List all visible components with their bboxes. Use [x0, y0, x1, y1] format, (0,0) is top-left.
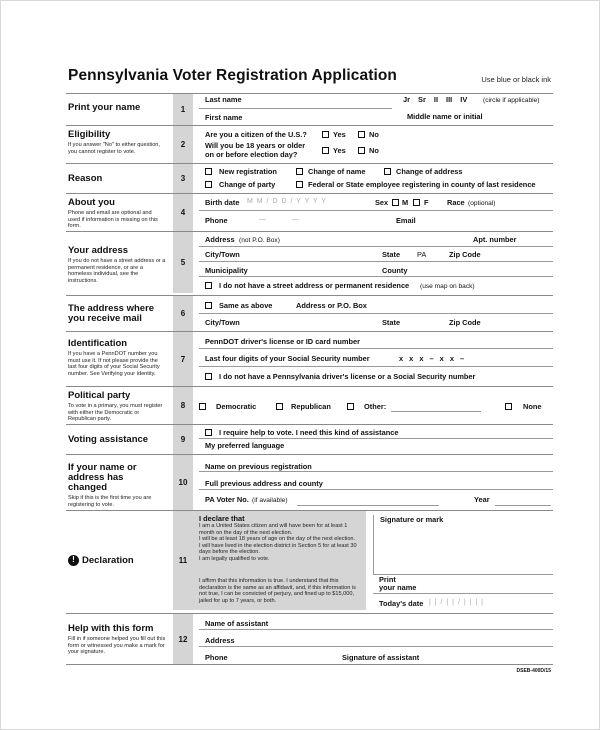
birth-date-input[interactable]: M M / D D / Y Y Y Y [247, 198, 327, 205]
sex-m-checkbox[interactable] [392, 199, 399, 206]
language-label: My preferred language [205, 441, 285, 450]
sex-f-checkbox[interactable] [413, 199, 420, 206]
none-label: None [523, 402, 542, 411]
section-note: If you have a PennDOT number you must use it. If not please provide the last four digits of your Social Security number. See Verifying your identity. [68, 351, 160, 377]
assistant-name-label: Name of assistant [205, 619, 269, 628]
state-value: PA [417, 250, 427, 259]
birth-row [199, 194, 553, 211]
print-name-input[interactable] [373, 593, 553, 594]
section-eligibility [66, 125, 553, 163]
state-label: State [382, 250, 401, 259]
pa-voter-label: PA Voter No. [205, 495, 249, 504]
section-note: To vote in a primary, you must register with either the Democratic or Republican party. [68, 403, 163, 423]
assistant-address-label: Address [205, 636, 235, 645]
ssn-label: Last four digits of your Social Security number [205, 354, 370, 363]
last-name-field[interactable] [199, 94, 392, 109]
signature-box[interactable] [373, 515, 553, 575]
assistant-name-row[interactable] [199, 614, 553, 630]
first-name-label: First name [205, 113, 243, 122]
section-title: The address where you receive mail [68, 303, 155, 324]
section-number: 8 [173, 387, 193, 424]
section-number: 6 [173, 296, 193, 331]
declaration-item: I am a United States citizen and will have been for at least 1 month on the day of the next election. [199, 523, 348, 536]
age-yes-checkbox[interactable] [322, 147, 329, 154]
phone-label: Phone [205, 216, 228, 225]
section-number: 9 [173, 425, 193, 454]
mail-address-label: Address or P.O. Box [296, 301, 367, 310]
section-title: If your name or address has changed [68, 462, 137, 493]
section-changes [66, 454, 553, 510]
age-question-line1: Will you be 18 years or older [205, 141, 306, 150]
declaration-item: I will have lived in the election district in Section 5 for at least 30 days before the election. [199, 542, 357, 556]
section-title: Eligibility [68, 129, 111, 140]
previous-name-row[interactable] [199, 455, 553, 472]
section-mail-address [66, 295, 553, 331]
declaration-item: I will be at least 18 years of age on the day of the next election. [199, 536, 356, 543]
ink-note: Use blue or black ink [481, 75, 551, 84]
democratic-label: Democratic [216, 402, 257, 411]
last-name-label: Last name [205, 95, 242, 104]
section-title: About you [68, 197, 115, 208]
form-title: Pennsylvania Voter Registration Application [68, 67, 398, 84]
year-input[interactable] [495, 505, 551, 506]
citizen-no-label: No [369, 130, 379, 139]
change-address-label: Change of address [396, 167, 463, 176]
citizen-yes-checkbox[interactable] [322, 131, 329, 138]
assistance-row [199, 425, 553, 439]
section-number: 2 [173, 126, 193, 163]
other-checkbox[interactable] [347, 403, 354, 410]
section-number: 10 [173, 455, 193, 510]
section-number: 1 [173, 94, 193, 125]
zip-label: Zip Code [449, 250, 481, 259]
section-note: If you answer "No" to either question, you cannot register to vote. [68, 142, 160, 155]
city-row[interactable] [199, 247, 553, 262]
section-title: Political party [68, 390, 131, 401]
democratic-checkbox[interactable] [199, 403, 206, 410]
citizen-no-checkbox[interactable] [358, 131, 365, 138]
sex-f-label: F [424, 198, 429, 207]
section-name [66, 93, 553, 125]
section-note: Skip if this is the first time you are registering to vote. [68, 495, 152, 508]
municipality-row[interactable] [199, 262, 553, 277]
previous-name-label: Name on previous registration [205, 462, 312, 471]
mail-address-row[interactable] [199, 296, 553, 314]
change-party-checkbox[interactable] [205, 181, 212, 188]
no-street-label: I do not have a street address or permanent residence [219, 281, 410, 290]
your-name-label: your name [379, 583, 417, 592]
penndot-label: PennDOT driver's license or ID card number [205, 337, 360, 346]
age-question-line2: on or before election day? [205, 150, 298, 159]
declaration-list [199, 523, 361, 563]
employee-label: Federal or State employee registering in county of last residence [308, 180, 536, 189]
no-street-note: (use map on back) [420, 283, 475, 290]
suffix-note: (circle if applicable) [483, 97, 540, 104]
new-registration-checkbox[interactable] [205, 168, 212, 175]
address-note: (not P.O. Box) [239, 237, 280, 244]
section-title: Print your name [68, 102, 141, 113]
change-name-checkbox[interactable] [296, 168, 303, 175]
section-number: 5 [173, 232, 193, 293]
race-label: Race [447, 198, 465, 207]
apt-label: Apt. number [473, 235, 517, 244]
todays-date-label: Today's date [379, 599, 424, 608]
require-help-checkbox[interactable] [205, 429, 212, 436]
section-title: Your address [68, 245, 129, 256]
mail-state-label: State [382, 318, 401, 327]
county-label: County [382, 266, 408, 275]
previous-address-row[interactable] [199, 472, 553, 490]
same-as-above-checkbox[interactable] [205, 302, 212, 309]
declare-heading: I declare that [199, 514, 245, 523]
city-label: City/Town [205, 250, 240, 259]
pa-voter-note: (if available) [252, 497, 288, 504]
print-label: Print [379, 575, 396, 584]
birth-date-label: Birth date [205, 198, 240, 207]
previous-address-label: Full previous address and county [205, 479, 323, 488]
sex-m-label: M [402, 198, 409, 207]
age-yes-label: Yes [333, 146, 346, 155]
penndot-row[interactable] [199, 332, 553, 349]
phone-input[interactable]: — — [259, 216, 300, 223]
municipality-label: Municipality [205, 266, 248, 275]
signature-label: Signature or mark [380, 515, 444, 524]
suffix-options[interactable]: Jr Sr II III IV [403, 95, 468, 104]
republican-checkbox[interactable] [276, 403, 283, 410]
declaration-item: I am legally qualified to vote. [199, 555, 270, 562]
assistant-address-row[interactable] [199, 630, 553, 647]
section-title: Help with this form [68, 623, 154, 634]
middle-name-label: Middle name or initial [407, 112, 483, 121]
todays-date-input[interactable]: | | / | | / | | | | [429, 599, 484, 606]
none-checkbox[interactable] [505, 403, 512, 410]
sex-label: Sex [375, 198, 389, 207]
section-note: Phone and email are optional and used if information is missing on this form. [68, 210, 158, 230]
assistant-signature-label: Signature of assistant [342, 653, 420, 662]
require-help-label: I require help to vote. I need this kind of assistance [219, 428, 399, 437]
age-no-checkbox[interactable] [358, 147, 365, 154]
section-title: Identification [68, 338, 128, 349]
no-id-checkbox[interactable] [205, 373, 212, 380]
section-address [66, 231, 553, 293]
section-help [66, 613, 553, 665]
pa-voter-input[interactable] [297, 505, 439, 506]
section-about-you [66, 193, 553, 231]
section-reason [66, 163, 553, 193]
section-title: Reason [68, 173, 103, 184]
exclamation-icon: ! [68, 555, 79, 566]
address-label: Address [205, 235, 235, 244]
section-declaration [66, 510, 553, 610]
declaration-text-panel [193, 511, 366, 610]
new-registration-label: New registration [219, 167, 277, 176]
section-number: 11 [173, 511, 193, 610]
first-name-field[interactable] [199, 110, 392, 125]
section-title: Voting assistance [68, 434, 149, 445]
age-no-label: No [369, 146, 379, 155]
race-optional: (optional) [468, 200, 496, 207]
section-party [66, 386, 553, 424]
section-note: If you do not have a street address or a permanent residence, or are a homeless individual, see the instructions. [68, 258, 166, 284]
republican-label: Republican [291, 402, 331, 411]
same-as-above-label: Same as above [219, 301, 273, 310]
year-label: Year [474, 495, 490, 504]
change-address-checkbox[interactable] [384, 168, 391, 175]
section-number: 12 [173, 614, 193, 664]
section-assistance [66, 424, 553, 454]
ssn-input[interactable]: x x x – x x – [399, 354, 467, 363]
form-id: DSEB-400D/15 [516, 668, 551, 674]
employee-checkbox[interactable] [296, 181, 303, 188]
change-name-label: Change of name [308, 167, 366, 176]
section-number: 7 [173, 332, 193, 386]
section-title: Declaration [82, 555, 134, 566]
email-label: Email [396, 216, 416, 225]
no-street-checkbox[interactable] [205, 282, 212, 289]
mail-zip-label: Zip Code [449, 318, 481, 327]
other-label: Other: [364, 402, 387, 411]
change-party-label: Change of party [219, 180, 276, 189]
section-number: 3 [173, 164, 193, 193]
citizen-yes-label: Yes [333, 130, 346, 139]
ssn-row [199, 349, 553, 367]
mail-city-label: City/Town [205, 318, 240, 327]
section-identification [66, 331, 553, 386]
section-number: 4 [173, 194, 193, 231]
no-id-label: I do not have a Pennsylvania driver's license or a Social Security number [219, 372, 476, 381]
citizen-question: Are you a citizen of the U.S.? [205, 130, 307, 139]
affirmation-text: I affirm that this information is true. I understand that this declaration is the same as an affidavit, and, if this information is not true, I can be convicted of perjury, and fined up to $15,000, jailed for up to 7 years, or both. [199, 578, 356, 604]
other-party-input[interactable] [391, 411, 481, 412]
assistant-phone-label: Phone [205, 653, 228, 662]
address-row[interactable] [199, 232, 553, 247]
section-note: Fill in if someone helped you fill out this form or witnessed you make a mark for your signature. [68, 636, 166, 656]
